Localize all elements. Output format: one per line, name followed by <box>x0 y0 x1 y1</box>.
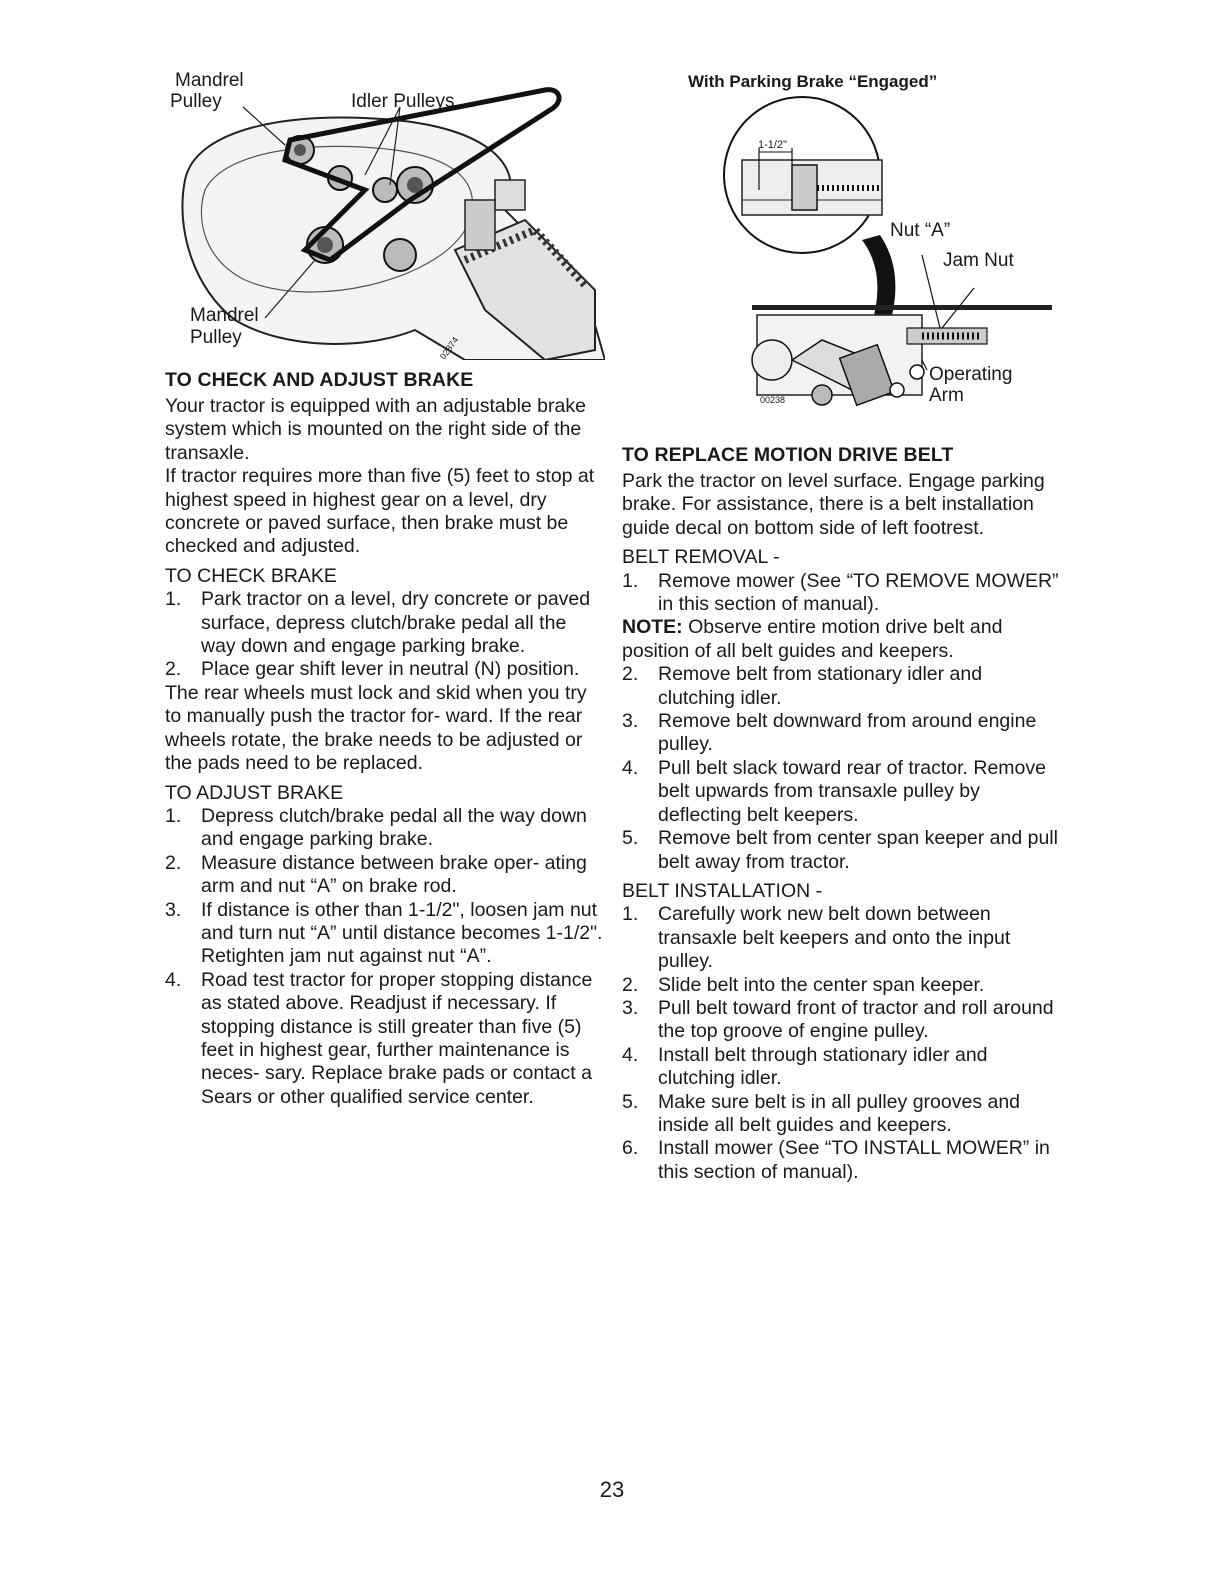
list-item: 6. Install mower (See “TO INSTALL MOWER” in this section of manual). <box>622 1137 1050 1183</box>
list-item: 2. Remove belt from stationary idler and clutching idler. <box>622 663 983 709</box>
list-item: 1. Depress clutch/brake pedal all the way down and engage parking brake. <box>165 804 587 851</box>
list-item: 4. Road test tractor for proper stopping distance as stated above. Readjust if necessary. If stopping distance is still greater than five (5) feet in highest gear, further maintenance is neces- sary. Replace brake pads or contact a Sears or other qualified service center. <box>165 968 593 1108</box>
check-brake-title: TO CHECK BRAKE <box>165 564 337 587</box>
belt-removal-step-1 <box>622 570 1062 617</box>
label-operating: Operating <box>929 364 1013 385</box>
note-text: Observe entire motion drive belt and position of all belt guides and keepers. <box>622 616 1003 662</box>
heading-replace-motion-drive-belt: TO REPLACE MOTION DRIVE BELT <box>622 444 954 466</box>
brake-intro-1: Your tractor is equipped with an adjustable brake system which is mounted on the right side of the transaxle. <box>165 395 586 464</box>
label-mandrel-bottom-1: Mandrel <box>190 305 259 326</box>
list-item: 1. Remove mower (See “TO REMOVE MOWER” in this section of manual). <box>622 569 1059 616</box>
parking-brake-figure <box>622 60 1062 435</box>
label-part-code-left: 02874 <box>437 335 461 362</box>
adjust-brake-steps <box>165 805 605 1109</box>
list-item: 4. Pull belt slack toward rear of tractor. Remove belt upwards from transaxle pulley by deflecting belt keepers. <box>622 756 1046 826</box>
label-nut-a: Nut “A” <box>890 220 951 241</box>
label-jam-nut: Jam Nut <box>943 250 1014 271</box>
label-idler-pulleys: Idler Pulleys <box>351 91 455 112</box>
list-item: 5. Make sure belt is in all pulley grooves and inside all belt guides and keepers. <box>622 1090 1021 1136</box>
belt-intro: Park the tractor on level surface. Engage parking brake. For assistance, there is a belt installation guide decal on bottom side of left footrest. <box>622 470 1045 539</box>
page-number: 23 <box>599 1477 625 1502</box>
label-arm: Arm <box>929 385 964 406</box>
belt-removal-title: BELT REMOVAL - <box>622 546 780 569</box>
label-mandrel-top-2: Pulley <box>170 91 222 112</box>
heading-check-adjust-brake: TO CHECK AND ADJUST BRAKE <box>165 369 474 391</box>
label-mandrel-top-1: Mandrel <box>175 70 244 91</box>
list-item: 3. If distance is other than 1-1/2", loosen jam nut and turn nut “A” until distance becomes 1-1/2". Retighten jam nut against nut “A”. <box>165 898 603 968</box>
adjust-brake-title: TO ADJUST BRAKE <box>165 781 344 804</box>
label-mandrel-bottom-2: Pulley <box>190 327 242 348</box>
label-part-code-right: 00238 <box>760 395 786 405</box>
list-item: 1. Park tractor on a level, dry concrete or paved surface, depress clutch/brake pedal all the way down and engage parking brake. <box>165 588 591 658</box>
list-item: 1. Carefully work new belt down between transaxle belt keepers and onto the input pulley. <box>622 903 1011 973</box>
belt-removal-steps <box>622 663 1062 874</box>
left-column <box>165 60 605 1109</box>
list-item: 3. Remove belt downward from around engine pulley. <box>622 710 1037 756</box>
right-column <box>622 60 1062 1184</box>
label-dimension: 1-1/2" <box>758 139 787 151</box>
figure-caption: With Parking Brake “Engaged” <box>688 72 938 91</box>
list-item: 4. Install belt through stationary idler and clutching idler. <box>622 1043 988 1090</box>
check-brake-steps <box>165 588 605 682</box>
belt-installation-steps <box>622 903 1062 1184</box>
note-label: NOTE: <box>622 616 683 639</box>
list-item: 2. Slide belt into the center span keeper. <box>622 973 985 996</box>
belt-installation-title: BELT INSTALLATION - <box>622 879 823 902</box>
belt-removal-note <box>622 616 1062 663</box>
brake-intro-2: If tractor requires more than five (5) feet to stop at highest speed in highest gear on a level, dry concrete or paved surface, then brake must be checked and adjusted. <box>165 465 595 558</box>
mower-deck-figure <box>165 60 605 360</box>
list-item: 2. Measure distance between brake oper- ating arm and nut “A” on brake rod. <box>165 851 587 898</box>
list-item: 2. Place gear shift lever in neutral (N) position. <box>165 658 580 681</box>
list-item: 5. Remove belt from center span keeper and pull belt away from tractor. <box>622 827 1058 873</box>
list-item: 3. Pull belt toward front of tractor and roll around the top groove of engine pulley. <box>622 996 1054 1043</box>
check-brake-after: The rear wheels must lock and skid when you try to manually push the tractor for- ward. If the rear wheels rotate, the brake needs to be adjusted or the pads need to be replaced. <box>165 681 587 775</box>
